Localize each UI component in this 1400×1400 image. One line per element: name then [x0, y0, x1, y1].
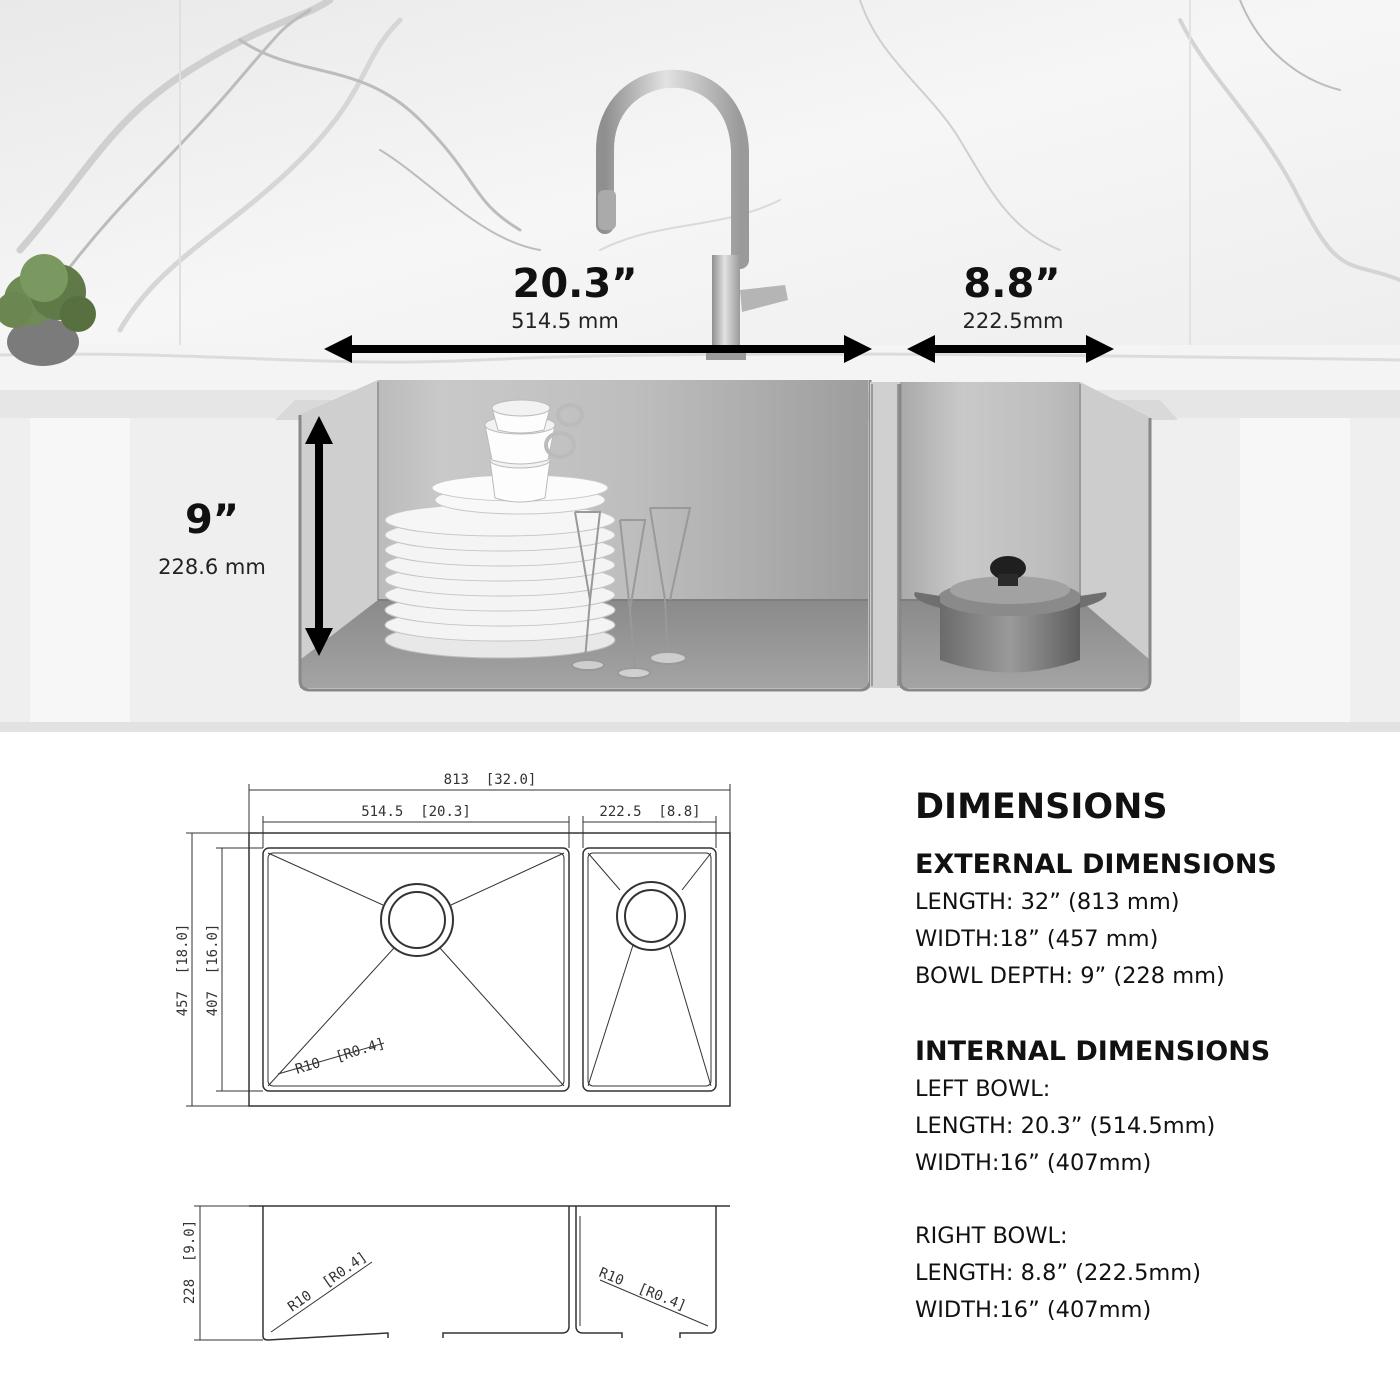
inner-width-label: 407 [16.0]: [205, 923, 221, 1017]
top-view-drawing: [186, 784, 730, 1106]
overall-width-label: 457 [18.0]: [175, 923, 191, 1017]
side-right-radius-label: R10 [R0.4]: [596, 1264, 689, 1315]
corner-radius-label: R10 [R0.4]: [293, 1035, 387, 1078]
left-bowl-length: LENGTH: 20.3” (514.5mm): [915, 1113, 1216, 1139]
dimensions-title: DIMENSIONS: [915, 787, 1168, 827]
side-view-drawing: [194, 1206, 730, 1340]
right-bowl-length-inches: 8.8”: [963, 261, 1061, 307]
side-left-radius-label: R10 [R0.4]: [285, 1248, 371, 1316]
left-bowl-length-inches: 20.3”: [512, 261, 638, 307]
right-bowl-label: RIGHT BOWL:: [915, 1223, 1068, 1249]
right-bowl-length: LENGTH: 8.8” (222.5mm): [915, 1260, 1202, 1286]
left-bowl-length-label: 514.5 [20.3]: [361, 804, 471, 820]
external-length: LENGTH: 32” (813 mm): [915, 889, 1180, 915]
right-bowl-length-mm: 222.5mm: [962, 309, 1064, 333]
external-dimensions-heading: EXTERNAL DIMENSIONS: [915, 849, 1277, 880]
bowl-depth-inches: 9”: [184, 497, 240, 543]
side-depth-label: 228 [9.0]: [182, 1219, 198, 1305]
external-bowl-depth: BOWL DEPTH: 9” (228 mm): [915, 963, 1225, 989]
spacer: [915, 1182, 1385, 1218]
left-bowl-label: LEFT BOWL:: [915, 1076, 1051, 1102]
internal-dimensions-heading: INTERNAL DIMENSIONS: [915, 1036, 1271, 1067]
right-bowl-length-label: 222.5 [8.8]: [599, 804, 701, 820]
bowl-depth-mm: 228.6 mm: [158, 555, 266, 579]
left-bowl-length-mm: 514.5 mm: [511, 309, 619, 333]
dimensions-panel: [915, 780, 1385, 1329]
left-bowl-width: WIDTH:16” (407mm): [915, 1150, 1152, 1176]
external-width: WIDTH:18” (457 mm): [915, 926, 1159, 952]
spacer: [915, 995, 1385, 1033]
right-bowl-width: WIDTH:16” (407mm): [915, 1297, 1152, 1323]
overall-length-label: 813 [32.0]: [443, 772, 537, 788]
bowl-divider: [870, 382, 900, 688]
